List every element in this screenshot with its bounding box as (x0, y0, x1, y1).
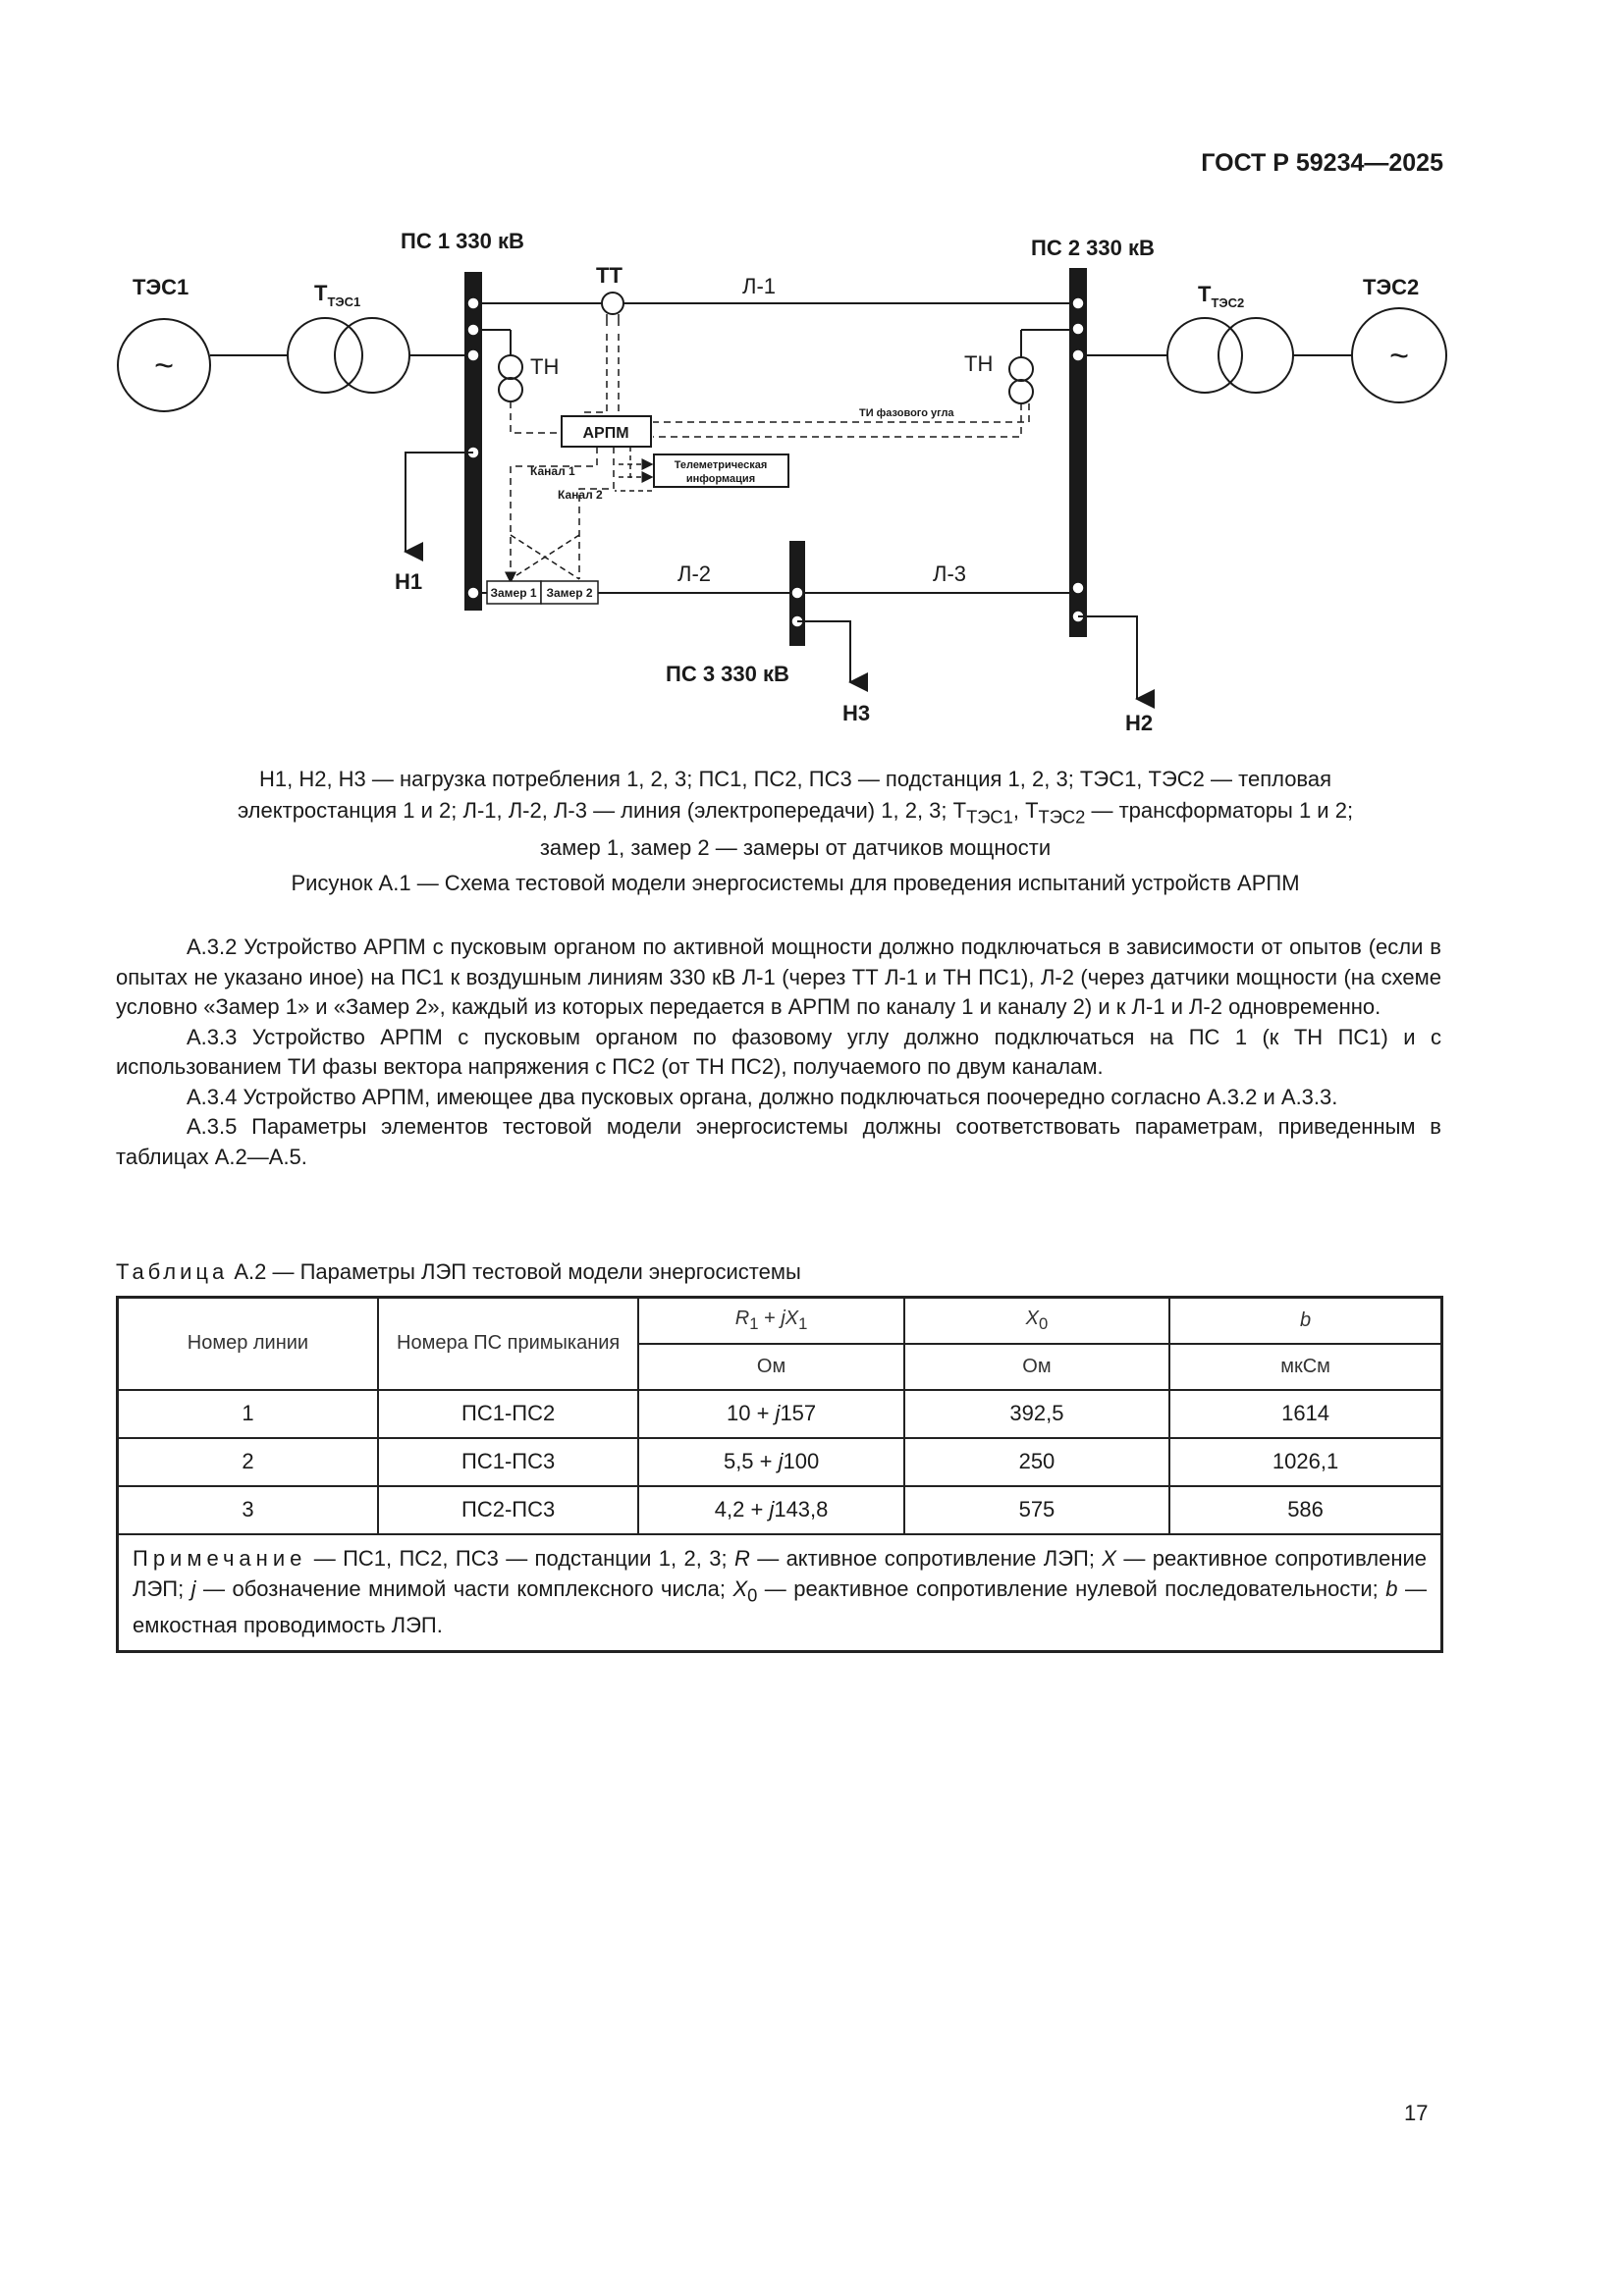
cell-line: 3 (118, 1486, 378, 1534)
sine-icon: ~ (154, 347, 174, 385)
label-l1: Л-1 (742, 274, 776, 298)
label-ps2: ПС 2 330 кВ (1031, 236, 1155, 260)
table-row (118, 1390, 1442, 1438)
paragraph-a35: А.3.5 Параметры элементов тестовой модели энергосистемы должны соответствовать параметрам, приведенным в таблицах А.2—А.5. (116, 1114, 1441, 1169)
cell-x0: 250 (904, 1438, 1169, 1486)
paragraph-a34: А.3.4 Устройство АРПМ, имеющее два пусковых органа, должно подключаться поочередно согласно А.3.2 и А.3.3. (187, 1084, 1338, 1109)
table-note: Примечание — ПС1, ПС2, ПС3 — подстанции 1, 2, 3; R — активное сопротивление ЛЭП; X — реактивное сопротивление ЛЭП; j — обозначение мнимой части комплексного числа; $X_0$ — реактивное сопротивление нулевой последовательности; b — емкостная проводимость ЛЭП. (118, 1534, 1442, 1652)
label-l2: Л-2 (677, 561, 711, 586)
line-parameters-table (116, 1296, 1443, 1653)
label-h1: Н1 (395, 569, 423, 594)
label-arpm: АРПМ (582, 425, 629, 442)
header-ps-adj: Номера ПС примыкания (378, 1298, 639, 1390)
label-ps3: ПС 3 330 кВ (666, 662, 789, 686)
header-r-jx: $R_1 + jX_1$ (638, 1298, 903, 1344)
label-telemetry-2: информация (685, 473, 756, 485)
cell-r: 4,2 + j143,8 (638, 1486, 903, 1534)
label-telemetry-1: Телеметрическая (674, 459, 768, 471)
table-row (118, 1486, 1442, 1534)
current-transformer-icon (602, 293, 623, 314)
label-t-tes2: $Т_{ТЭС2}$ (1198, 282, 1245, 310)
legend-line-2: электростанция 1 и 2; Л-1, Л-2, Л-3 — линия (электропередачи) 1, 2, 3; $Т_{ТЭС1}$, $Т_{ТЭС2}$ — трансформаторы 1 и 2; (237, 798, 1354, 828)
label-zamer1: Замер 1 (490, 586, 537, 600)
generator-tes2 (1352, 308, 1446, 402)
header-x0: $X_0$ (904, 1298, 1169, 1344)
busbar-ps1 (464, 272, 482, 611)
cell-r: 5,5 + j100 (638, 1438, 903, 1486)
cell-b: 1026,1 (1169, 1438, 1441, 1486)
label-l3: Л-3 (933, 561, 966, 586)
sine-icon: ~ (1389, 338, 1409, 375)
voltage-transformer-right-icon (1009, 330, 1033, 403)
label-channel-2: Канал 2 (558, 488, 603, 502)
table-row (118, 1438, 1442, 1486)
figure-caption: Рисунок А.1 — Схема тестовой модели энергосистемы для проведения испытаний устройств АРПМ (291, 871, 1300, 895)
page-number: 17 (1404, 2101, 1429, 2125)
cell-r: 10 + j157 (638, 1390, 903, 1438)
transformer-tes2-icon (1167, 318, 1293, 393)
label-ti-phase: ТИ фазового угла (859, 407, 954, 419)
transformer-tes1-icon (288, 318, 409, 393)
label-channel-1: Канал 1 (530, 464, 575, 478)
header-b: b (1169, 1298, 1441, 1344)
cell-ps: ПС2-ПС3 (378, 1486, 639, 1534)
label-tn-right: ТН (964, 351, 994, 376)
header-line-no: Номер линии (118, 1298, 378, 1390)
legend-line-3: замер 1, замер 2 — замеры от датчиков мощности (539, 835, 1052, 861)
unit-b: мкСм (1169, 1344, 1441, 1390)
label-zamer2: Замер 2 (546, 586, 593, 600)
cell-line: 1 (118, 1390, 378, 1438)
generator-tes1 (118, 319, 210, 411)
figure-legend (137, 764, 1453, 864)
label-t-tes1: $Т_{ТЭС1}$ (314, 281, 361, 309)
cell-b: 586 (1169, 1486, 1441, 1534)
unit-x0: Ом (904, 1344, 1169, 1390)
table-title: Таблица А.2 — Параметры ЛЭП тестовой модели энергосистемы (116, 1259, 801, 1284)
paragraph-a33: А.3.3 Устройство АРПМ с пусковым органом по фазовому углу должно подключаться на ПС 1 (к ТН ПС1) и с использованием ТИ фазы вектора напряжения с ПС2 (от ТН ПС2), получаемого по двум каналам. (116, 1024, 1441, 1079)
label-tt: ТТ (596, 263, 623, 288)
body-text (116, 933, 1441, 1172)
cell-x0: 392,5 (904, 1390, 1169, 1438)
cell-b: 1614 (1169, 1390, 1441, 1438)
cell-ps: ПС1-ПС3 (378, 1438, 639, 1486)
label-tes2: ТЭС2 (1363, 275, 1420, 299)
legend-line-1: Н1, Н2, Н3 — нагрузка потребления 1, 2, 3; ПС1, ПС2, ПС3 — подстанция 1, 2, 3; ТЭС1, ТЭС2 — тепловая (258, 767, 1332, 791)
cell-ps: ПС1-ПС2 (378, 1390, 639, 1438)
power-system-diagram (0, 0, 1624, 746)
label-tes1: ТЭС1 (133, 275, 189, 299)
cell-x0: 575 (904, 1486, 1169, 1534)
unit-r: Ом (638, 1344, 903, 1390)
cell-line: 2 (118, 1438, 378, 1486)
label-h2: Н2 (1125, 711, 1154, 735)
label-h3: Н3 (842, 701, 871, 725)
voltage-transformer-left-icon (499, 330, 522, 401)
paragraph-a32: А.3.2 Устройство АРПМ с пусковым органом по активной мощности должно подключаться в зависимости от опытов (если в опытах не указано иное) на ПС1 к воздушным линиям 330 кВ Л-1 (через ТТ Л-1 и ТН ПС1), Л-2 (через датчики мощности (на схеме условно «Замер 1» и «Замер 2», каждый из которых передается в АРПМ по каналу 1 и каналу 2) и к Л-1 и Л-2 одновременно. (116, 934, 1441, 1019)
label-ps1: ПС 1 330 кВ (401, 229, 524, 253)
document-code: ГОСТ Р 59234—2025 (1201, 149, 1443, 177)
label-tn-left: ТН (530, 354, 560, 379)
